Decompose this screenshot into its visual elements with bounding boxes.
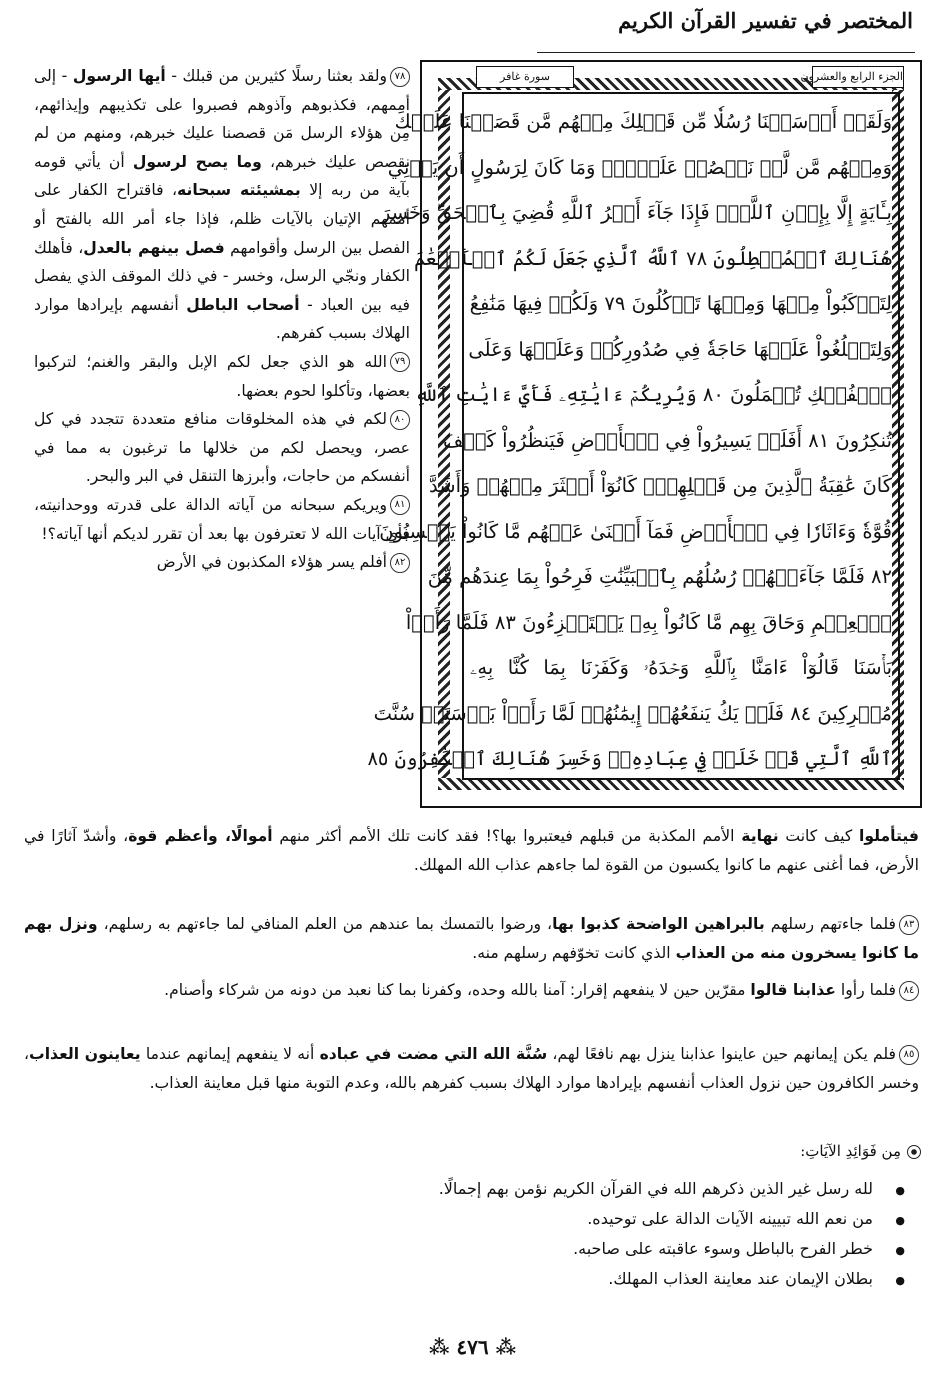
tafsir-81 <box>34 491 410 548</box>
emphasis: يعاينون العذاب <box>29 1045 141 1063</box>
quran-line: ٱللَّهِ ٱلَّتِي قَدۡ خَلَتۡ فِي عِبَادِهِۦۖ وَخَسِرَ هُنَالِكَ ٱلۡكَٰفِرُونَ ٨٥ <box>367 747 892 770</box>
ornament-icon: ⁂ <box>488 1335 517 1359</box>
text: ويريكم سبحانه من آياته الدالة على قدرته ووحدانيته، فأي آيات الله لا تعترفون بها بعد أن تقرر لديكم أنها آياته؟! <box>34 495 410 543</box>
quran-line: وَلَقَدۡ أَرۡسَلۡنَا رُسُلٗا مِّن قَبۡلِكَ مِنۡهُم مَّن قَصَصۡنَا عَلَيۡكَ <box>394 110 892 133</box>
text: ، وخسر الكافرون حين نزول العذاب أنفسهم بإيرادها موارد الهلاك بسبب كفرهم بالله، وعدم التوبة منها قبل معاينة العذاب. <box>24 1045 919 1092</box>
page-number-text: ٤٧٦ <box>456 1335 489 1359</box>
quran-line: بِـَٔايَةٍ إِلَّا بِإِذۡنِ ٱللَّهِۚ فَإِذَا جَآءَ أَمۡرُ ٱللَّهِ قُضِيَ بِٱلۡحَقِّ وَخَسِرَ <box>380 201 892 224</box>
quran-line: وَمِنۡهُم مَّن لَّمۡ نَقۡصُصۡ عَلَيۡكَۗ وَمَا كَانَ لِرَسُولٍ أَن يَأۡتِيَ <box>387 155 892 179</box>
ayah-number: ٨٤ <box>899 981 919 1001</box>
text: فلما رأوا <box>835 981 896 999</box>
ayah-number: ٧٨ <box>390 67 410 87</box>
emphasis: فيتأملوا <box>859 827 919 845</box>
list-item: ● من نعم الله تبيينه الآيات الدالة على توحيده. <box>45 1204 905 1234</box>
text: أفلم يسر هؤلاء المكذبون في الأرض <box>156 553 387 572</box>
emphasis: سُنَّة الله التي مضت في عباده <box>319 1045 548 1063</box>
quran-line: وَلِتَبۡلُغُواْ عَلَيۡهَا حَاجَةٗ فِي صُدُورِكُمۡ وَعَلَيۡهَا وَعَلَى <box>468 337 892 361</box>
list-item: ● بطلان الإيمان عند معاينة العذاب المهلك. <box>45 1264 905 1294</box>
quran-text <box>367 100 892 783</box>
juz-label: الجزء الرابع والعشرون <box>812 66 904 88</box>
ayah-number: ٨١ <box>390 495 410 515</box>
benefits-list <box>45 1174 905 1294</box>
text: لكم في هذه المخلوقات منافع متعددة تتجدد في كل عصر، ويحصل لكم من خلالها ما ترغبون به مما في أنفسكم من حاجات، وأبرزها التنقل في البر والبحر. <box>34 410 410 486</box>
quran-line: مُشۡرِكِينَ ٨٤ فَلَمۡ يَكُ يَنفَعُهُمۡ إِيمَٰنُهُمۡ لَمَّا رَأَوۡاْ بَأۡسَنَاۖ سُنَّتَ <box>373 701 892 725</box>
emphasis: عذابنا قالوا <box>750 981 836 999</box>
tafsir-78 <box>34 62 410 348</box>
text: أنه لا ينفعهم إيمانهم عندما <box>140 1045 320 1063</box>
emphasis: أيها الرسول <box>72 67 166 85</box>
ayah-number: ٨٥ <box>899 1045 919 1065</box>
tafsir-79 <box>34 348 410 405</box>
text: ، فاقتراح الكفار على أممهم الإتيان بالآيات ظلم، فإذا جاء أمر الله بالفتح أو الفصل بين الرسل وأقوامهم <box>34 181 410 257</box>
emphasis: بمشيئته سبحانه <box>177 181 301 200</box>
quran-frame <box>367 60 922 808</box>
text: الذي كانت تخوّفهم رسلهم منه. <box>472 943 676 962</box>
text: ، وأشدّ آثارًا في الأرض، فما أغنى عنهم ما كانوا يكسبون من القوة لما جاءهم عذاب الله المهلك. <box>24 827 919 874</box>
list-item: ● خطر الفرح بالباطل وسوء عاقبته على صاحبه. <box>45 1234 905 1264</box>
text: ولقد بعثنا رسلًا كثيرين من قبلك - <box>165 67 387 85</box>
quran-line: ٱلۡفُلۡكِ تُحۡمَلُونَ ٨٠ وَيُرِيكُمۡ ءَايَٰتِهِۦ فَأَيَّ ءَايَٰتِ ٱللَّهِ <box>414 383 892 406</box>
text: أنفسهم بإيرادها موارد الهلاك بسبب كفرهم. <box>34 295 410 343</box>
emphasis: بالبراهين الواضحة كذبوا بها <box>552 915 765 933</box>
book-title: المختصر في تفسير القرآن الكريم <box>618 8 913 33</box>
list-item: ● لله رسل غير الذين ذكرهم الله في القرآن الكريم نؤمن بهم إجمالًا. <box>45 1174 905 1204</box>
emphasis: فصل بينهم بالعدل <box>83 238 225 257</box>
quran-line: لِتَرۡكَبُواْ مِنۡهَا وَمِنۡهَا تَأۡكُلُونَ ٧٩ وَلَكُمۡ فِيهَا مَنَٰفِعُ <box>469 292 892 315</box>
text: ، ورضوا بالتمسك بما عندهم من العلم المنافي لما جاءتهم به رسلهم، <box>97 915 553 933</box>
ayah-number: ٨٢ <box>390 553 410 573</box>
benefits-title-text: مِن فَوَائِدِ الآيَاتِ: <box>800 1142 901 1160</box>
quran-line: بَأۡسَنَا قَالُوٓاْ ءَامَنَّا بِٱللَّهِ وَحۡدَهُۥ وَكَفَرۡنَا بِمَا كُنَّا بِهِۦ <box>470 656 892 679</box>
text: فلما جاءتهم رسلهم <box>764 915 896 933</box>
page-number <box>0 1335 945 1359</box>
text: كيف كانت <box>778 827 860 845</box>
quran-line: تُنكِرُونَ ٨١ أَفَلَمۡ يَسِيرُواْ فِي ٱلۡأَرۡضِ فَيَنظُرُواْ كَيۡفَ <box>443 428 892 452</box>
emphasis: نهاية <box>741 827 779 845</box>
tafsir-85 <box>24 1040 919 1097</box>
benefits-heading <box>800 1142 921 1160</box>
text: الأمم المكذبة من قبلهم فيعتبروا بها؟! فقد كانت تلك الأمم أكثر منهم <box>272 827 742 845</box>
emphasis: ونزل بهم ما كانوا يسخرون منه من العذاب <box>24 915 919 962</box>
text: ، فأهلك الكفار ونجّي الرسل، وخسر - في ذلك الموقف الذي يفصل فيه بين العباد - <box>34 238 410 314</box>
quran-line: ٱلۡعِلۡمِ وَحَاقَ بِهِم مَّا كَانُواْ بِهِۦ يَسۡتَهۡزِءُونَ ٨٣ فَلَمَّا رَأَوۡاْ <box>405 610 892 634</box>
tafsir-82-cont <box>24 822 919 879</box>
text: الله هو الذي جعل لكم الإبل والبقر والغنم؛ لتركبوا بعضها، وتأكلوا لحوم بعضها. <box>34 352 410 400</box>
emphasis: أموالًا، وأعظم قوة <box>128 827 273 845</box>
surah-label: سورة غافر <box>476 66 574 88</box>
tafsir-83 <box>24 910 919 967</box>
quran-line: هُنَالِكَ ٱلۡمُبۡطِلُونَ ٧٨ ٱللَّهُ ٱلَّذِي جَعَلَ لَكُمُ ٱلۡأَنۡعَٰمَ <box>414 246 892 270</box>
ornament-icon: ⁂ <box>428 1335 457 1359</box>
text: فلم يكن إيمانهم حين عاينوا عذابنا ينزل بهم نافعًا لهم، <box>547 1045 897 1063</box>
quran-line: ٨٢ فَلَمَّا جَآءَتۡهُمۡ رُسُلُهُم بِٱلۡبَيِّنَٰتِ فَرِحُواْ بِمَا عِندَهُم مِّنَ <box>427 565 892 588</box>
tafsir-80 <box>34 405 410 491</box>
emphasis: وما يصح لرسول <box>132 152 262 171</box>
text: مقرّين حين لا ينفعهم إقرار: آمنا بالله وحده، وكفرنا بما كنا نعبد من دونه من شركاء وأصنام. <box>164 981 751 999</box>
quran-line: قُوَّةٗ وَءَاثَارٗا فِي ٱلۡأَرۡضِ فَمَآ أَغۡنَىٰ عَنۡهُم مَّا كَانُواْ يَكۡسِبُونَ <box>379 519 892 543</box>
ayah-number: ٧٩ <box>390 352 410 372</box>
text: - إلى أممهم، فكذبوهم وآذوهم فصبروا على تكذيبهم وإيذائهم، مِن هؤلاء الرسل مَن قصصنا عليك خبرهم، ومنهم من لم نقصص عليك خبرهم، <box>34 67 411 171</box>
quran-line: كَانَ عَٰقِبَةُ ٱلَّذِينَ مِن قَبۡلِهِمۡۚ كَانُوٓاْ أَكۡثَرَ مِنۡهُمۡ وَأَشَدَّ <box>429 474 892 497</box>
tafsir-84 <box>24 976 919 1005</box>
tafsir-side-column <box>34 62 410 577</box>
flower-icon <box>907 1145 921 1159</box>
ayah-number: ٨٠ <box>390 410 410 430</box>
tafsir-82-start <box>34 548 410 577</box>
emphasis: أصحاب الباطل <box>186 295 300 314</box>
text: أن يأتي قومه بآية من ربه إلا <box>34 152 410 200</box>
header-divider <box>537 52 915 53</box>
ayah-number: ٨٣ <box>899 915 919 935</box>
